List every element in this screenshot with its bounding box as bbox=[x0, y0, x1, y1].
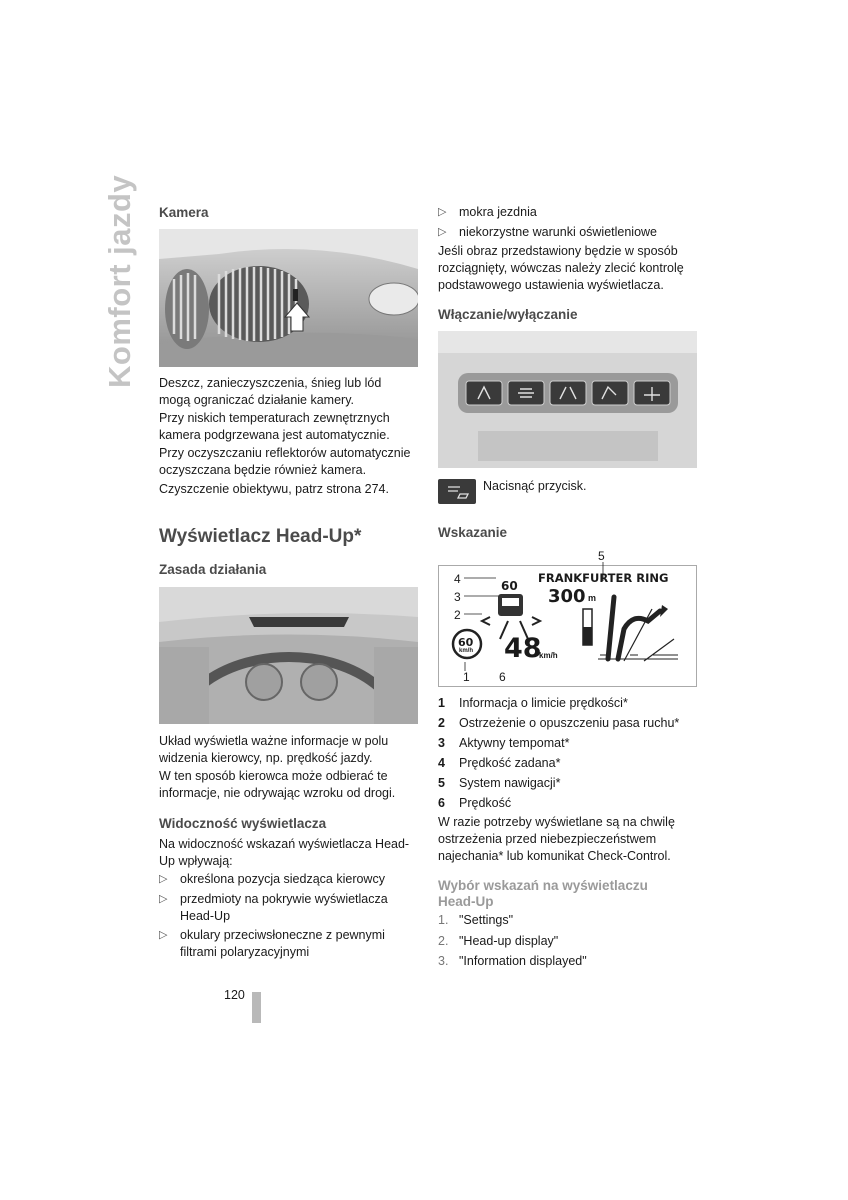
visibility-bullet bbox=[159, 891, 414, 925]
step-number: 2. bbox=[438, 934, 449, 948]
principle-paragraph-1: Układ wyświetla ważne informacje w polu widzenia kierowcy, np. prędkość jazdy. bbox=[159, 734, 389, 765]
visibility-bullet bbox=[159, 927, 414, 961]
visibility-bullet-text: przedmioty na pokrywie wyświetlacza Head-Up bbox=[180, 892, 388, 923]
legend-item bbox=[438, 755, 693, 772]
step-number: 1. bbox=[438, 913, 449, 927]
legend-item bbox=[438, 795, 693, 812]
camera-paragraph-2: Przy niskich temperaturach zewnętrznych kamera podgrzewana jest automatycznie. bbox=[159, 411, 390, 442]
step-text: "Information displayed" bbox=[459, 954, 587, 968]
legend-text: Aktywny tempomat* bbox=[459, 736, 570, 750]
step-item bbox=[438, 912, 693, 929]
legend-number: 1 bbox=[438, 696, 445, 710]
hud-distance-unit: m bbox=[588, 593, 597, 603]
button-panel-illustration bbox=[438, 331, 697, 468]
legend-text: Prędkość bbox=[459, 796, 512, 810]
visibility-intro: Na widoczność wskazań wyświetlacza Head-Up wpływają: bbox=[159, 837, 410, 868]
legend-number: 2 bbox=[438, 716, 445, 730]
visibility-bullet-text: okulary przeciwsłoneczne z pewnymi filtrami polaryzacyjnymi bbox=[180, 928, 385, 959]
legend-number: 6 bbox=[438, 796, 445, 810]
hud-speed-unit: km/h bbox=[539, 651, 558, 660]
legend-text: Informacja o limicie prędkości* bbox=[459, 696, 628, 710]
page-number: 120 bbox=[224, 988, 245, 1002]
dashboard-photo-illustration bbox=[159, 587, 418, 724]
bullet-triangle-icon: ▷ bbox=[438, 226, 447, 238]
bullet-triangle-icon: ▷ bbox=[159, 929, 168, 941]
bullet-triangle-icon: ▷ bbox=[159, 873, 168, 885]
hud-diagram bbox=[438, 549, 697, 694]
distort-paragraph: Jeśli obraz przedstawiony będzie w sposób rozciągnięty, wówczas należy zlecić kontrolę podstawowego ustawienia wyświetlacza. bbox=[438, 244, 684, 292]
step-item bbox=[438, 953, 693, 970]
onoff-heading: Włączanie/wyłączanie bbox=[438, 307, 578, 322]
page-number-bar bbox=[252, 992, 261, 1023]
step-text: "Settings" bbox=[459, 913, 514, 927]
chapter-side-title-text: Komfort jazdy bbox=[102, 174, 137, 388]
hud-callout-4: 4 bbox=[454, 572, 461, 586]
step-number: 3. bbox=[438, 954, 449, 968]
hud-button-glyph bbox=[438, 479, 476, 504]
hud-button-icon bbox=[438, 479, 476, 504]
camera-photo-illustration bbox=[159, 229, 418, 367]
camera-photo bbox=[159, 229, 418, 367]
hud-limit-unit: km/h bbox=[459, 648, 474, 654]
chapter-side-title bbox=[90, 174, 150, 390]
camera-paragraph-3: Przy oczyszczaniu reflektorów automatycznie oczyszczana będzie również kamera. bbox=[159, 446, 411, 477]
display-heading: Wskazanie bbox=[438, 525, 508, 540]
conditions-bullet-text: niekorzystne warunki oświetleniowe bbox=[459, 225, 658, 239]
step-item bbox=[438, 933, 693, 950]
hud-callout-5: 5 bbox=[598, 549, 605, 563]
legend-text: Prędkość zadana* bbox=[459, 756, 561, 770]
hud-callout-1: 1 bbox=[463, 670, 470, 684]
press-button-text: Nacisnąć przycisk. bbox=[483, 479, 587, 493]
camera-heading: Kamera bbox=[159, 205, 209, 220]
legend-item bbox=[438, 715, 693, 732]
warning-paragraph: W razie potrzeby wyświetlane są na chwilę ostrzeżenia przed niebezpieczeństwem najechania* lub komunikat Check-Control. bbox=[438, 815, 675, 863]
hud-callout-6: 6 bbox=[499, 670, 506, 684]
legend-item bbox=[438, 735, 693, 752]
principle-heading: Zasada działania bbox=[159, 562, 267, 577]
hud-limit-value: 60 bbox=[458, 636, 474, 649]
hud-distance: 300 bbox=[548, 586, 586, 607]
conditions-bullet bbox=[438, 204, 693, 221]
hud-callout-2: 2 bbox=[454, 608, 461, 622]
hud-speed: 48 bbox=[504, 633, 542, 664]
hud-callout-3: 3 bbox=[454, 590, 461, 604]
visibility-bullet-text: określona pozycja siedząca kierowcy bbox=[180, 872, 385, 886]
bullet-triangle-icon: ▷ bbox=[438, 206, 447, 218]
legend-text: Ostrzeżenie o opuszczeniu pasa ruchu* bbox=[459, 716, 680, 730]
conditions-bullet bbox=[438, 224, 693, 241]
hud-heading: Wyświetlacz Head-Up* bbox=[159, 526, 362, 547]
legend-item bbox=[438, 775, 693, 792]
legend-number: 5 bbox=[438, 776, 445, 790]
principle-paragraph-2: W ten sposób kierowca może odbierać te informacje, nie odrywając wzroku od drogi. bbox=[159, 769, 396, 800]
legend-item bbox=[438, 695, 693, 712]
dashboard-photo bbox=[159, 587, 418, 724]
legend-number: 4 bbox=[438, 756, 445, 770]
hud-street-name: FRANKFURTER RING bbox=[538, 571, 669, 585]
legend-text: System nawigacji* bbox=[459, 776, 561, 790]
step-text: "Head-up display" bbox=[459, 934, 559, 948]
camera-paragraph-1: Deszcz, zanieczyszczenia, śnieg lub lód mogą ograniczać działanie kamery. bbox=[159, 376, 382, 407]
visibility-heading: Widoczność wyświetlacza bbox=[159, 816, 327, 831]
button-panel-photo bbox=[438, 331, 697, 468]
legend-number: 3 bbox=[438, 736, 445, 750]
visibility-bullet bbox=[159, 871, 414, 888]
selection-heading: Wybór wskazań na wyświetlaczu Head-Up bbox=[438, 878, 648, 909]
hud-set-speed: 60 bbox=[501, 579, 518, 593]
conditions-bullet-text: mokra jezdnia bbox=[459, 205, 537, 219]
bullet-triangle-icon: ▷ bbox=[159, 893, 168, 905]
camera-paragraph-4: Czyszczenie obiektywu, patrz strona 274. bbox=[159, 482, 389, 496]
